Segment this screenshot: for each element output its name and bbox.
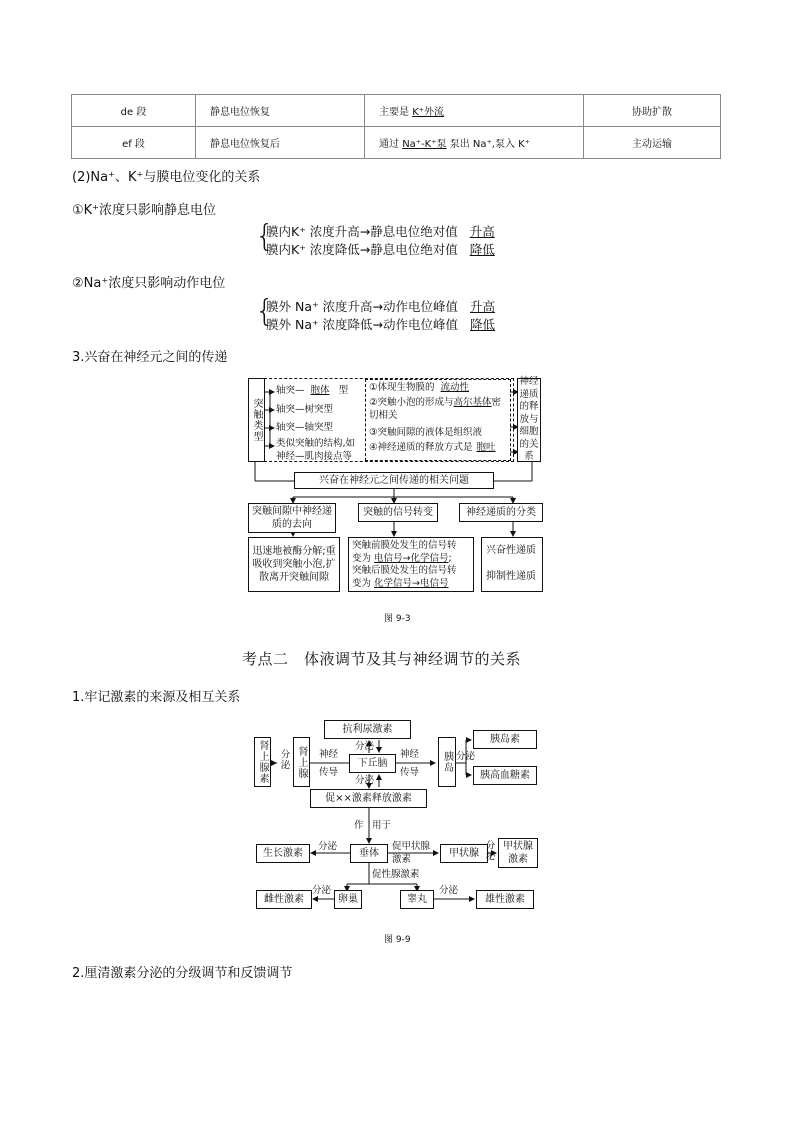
synapse-types-box: 突触类型 [248, 378, 265, 462]
thyroxine-box: 甲状腺激素 [498, 838, 538, 868]
fate-box: 突触间隙中神经递质的去向 [248, 503, 336, 533]
na-line-1: 膜外 Na⁺ 浓度升高→动作电位峰值 升高 [266, 299, 496, 314]
tsh-label: 促甲状腺激素 [392, 841, 431, 865]
secrete-label: 分泌 [318, 841, 338, 852]
table-cell: 静息电位恢复后 [196, 127, 365, 159]
insulin-box: 胰岛素 [473, 730, 537, 749]
glucagon-box: 胰高血糖素 [473, 766, 537, 785]
type-1: 轴突— 胞体 型 [276, 385, 349, 396]
secrete-label: 分泌 [355, 741, 375, 752]
table-cell: 协助扩散 [584, 95, 721, 127]
type-4: 类似突触的结构,如神经—肌肉接点等 [276, 438, 356, 462]
membrane-fluidity: ①体现生物膜的 流动性 [369, 382, 470, 393]
na-line-2: 膜外 Na⁺ 浓度降低→动作电位峰值 降低 [266, 317, 496, 332]
central-topic-box: 兴奋在神经元之间传递的相关问题 [294, 472, 494, 489]
release-mode: ④神经递质的释放方式是 胞吐 [369, 442, 496, 453]
secrete-label: 分泌 [355, 775, 375, 786]
release-relation-box: 神经递质的释放与细胞的关系 [517, 378, 541, 462]
conduct-label: 传导 [319, 767, 339, 778]
k-title: ①K⁺浓度只影响静息电位 [72, 203, 217, 218]
figure-caption: 图 9-9 [384, 935, 411, 945]
table-cell: 主动运输 [584, 127, 721, 159]
s1-heading: 1.牢记激素的来源及相互关系 [72, 690, 241, 705]
hypothalamus-box: 下丘脑 [349, 754, 396, 773]
acts-label: 作 [354, 820, 364, 831]
k-line-1: 膜内K⁺ 浓度升高→静息电位绝对值 升高 [266, 224, 495, 239]
section3-heading: 3.兴奋在神经元之间的传递 [72, 350, 228, 365]
estrogen-box: 雌性激素 [256, 890, 312, 909]
adrenal-box: 肾上腺 [293, 737, 310, 787]
gonadotropin-label: 促性腺激素 [372, 869, 420, 880]
section2-heading: (2)Na⁺、K⁺与膜电位变化的关系 [72, 170, 261, 185]
na-title: ②Na⁺浓度只影响动作电位 [72, 276, 226, 291]
androgen-box: 雄性激素 [476, 890, 534, 909]
secrete-label: 分泌 [483, 840, 495, 861]
conduct-label: 传导 [400, 767, 420, 778]
secrete-label: 分泌 [312, 885, 332, 896]
golgi-relation: ②突触小泡的形成与高尔基体密切相关 [369, 397, 502, 421]
pituitary-box: 垂体 [350, 844, 388, 863]
s2-heading: 2.厘清激素分泌的分级调节和反馈调节 [72, 966, 293, 981]
adh-box: 抗利尿激素 [324, 720, 411, 739]
nerve-label: 神经 [319, 749, 339, 760]
nerve-label: 神经 [400, 749, 420, 760]
table-cell: 静息电位恢复 [196, 95, 365, 127]
k-line-2: 膜内K⁺ 浓度降低→静息电位绝对值 降低 [266, 242, 495, 257]
classification-box: 神经递质的分类 [459, 503, 543, 522]
table-cell: ef 段 [72, 127, 196, 159]
brace-icon: { [255, 294, 275, 329]
growth-hormone-box: 生长激素 [256, 844, 310, 863]
acts-label: 用于 [372, 820, 392, 831]
section-title: 考点二 体液调节及其与神经调节的关系 [242, 650, 522, 668]
table-cell: de 段 [72, 95, 196, 127]
fate-detail-box: 迅速地被酶分解;重吸收到突触小泡,扩散离开突触间隙 [248, 537, 340, 592]
ovary-box: 卵巢 [334, 890, 362, 909]
secrete-label: 分泌 [278, 749, 290, 770]
table-cell: 主要是 K⁺外流 [365, 95, 584, 127]
thyroid-box: 甲状腺 [440, 844, 488, 863]
tissue-fluid: ③突触间隙的液体是组织液 [369, 427, 483, 438]
signal-change-box: 突触的信号转变 [358, 503, 438, 522]
testis-box: 睾丸 [400, 890, 434, 909]
table-cell: 通过 Na⁺-K⁺泵 泵出 Na⁺,泵入 K⁺ [365, 127, 584, 159]
adrenaline-box: 肾上腺素 [254, 737, 271, 787]
secrete-label: 分泌 [439, 885, 459, 896]
releasing-hormone-box: 促××激素释放激素 [310, 789, 427, 808]
classification-detail-box: 兴奋性递质 抑制性递质 [481, 537, 543, 592]
signal-detail-box: 突触前膜处发生的信号转 变为 电信号→化学信号; 突触后膜处发生的信号转 变为 化学信号→电信号 [348, 537, 474, 592]
brace-icon: { [255, 219, 275, 254]
pancreas-box: 胰岛 [438, 737, 456, 787]
type-2: 轴突—树突型 [276, 404, 334, 415]
secrete-label: 分泌 [456, 751, 476, 762]
figure-caption: 图 9-3 [384, 614, 411, 624]
type-3: 轴突—轴突型 [276, 422, 334, 433]
